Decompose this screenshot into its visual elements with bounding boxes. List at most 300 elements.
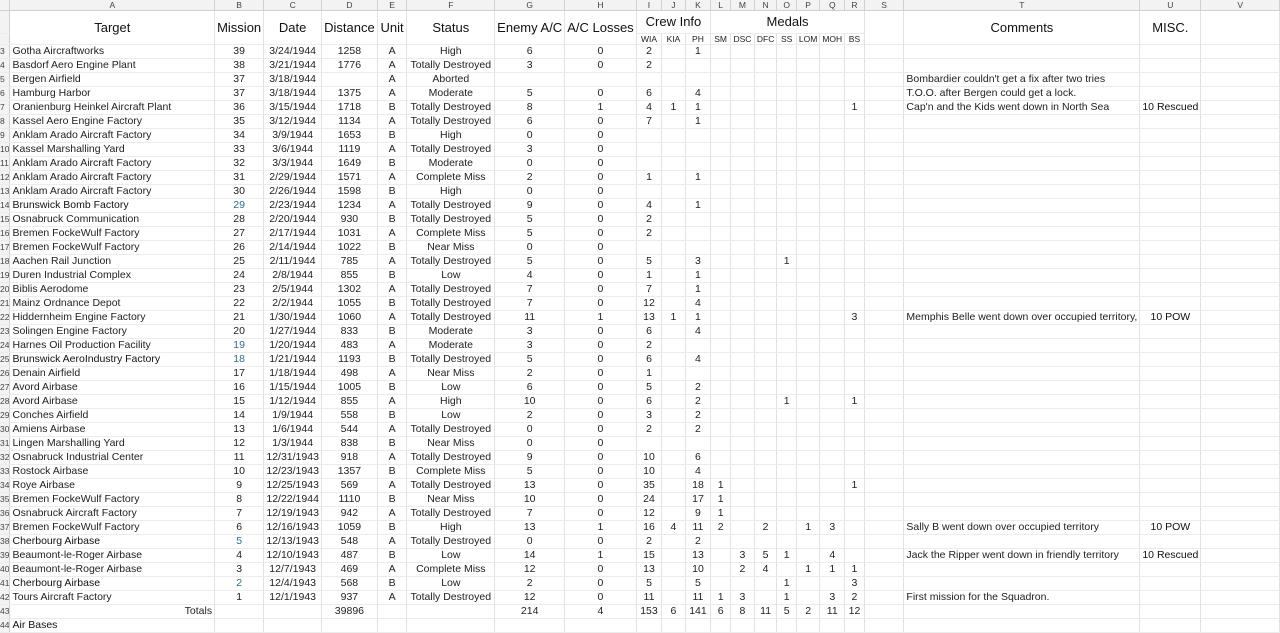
header-ph[interactable]: PH: [685, 34, 711, 45]
cell-dsc[interactable]: 3: [730, 591, 754, 605]
cell-bs[interactable]: [845, 535, 865, 549]
cell-bs[interactable]: [845, 507, 865, 521]
cell-bs[interactable]: [845, 423, 865, 437]
cell-empty[interactable]: [377, 619, 407, 633]
cell-v[interactable]: [1201, 255, 1280, 269]
cell-sm[interactable]: [711, 339, 731, 353]
cell-dfc[interactable]: 2: [754, 521, 776, 535]
cell-lom[interactable]: [796, 465, 819, 479]
cell-lom[interactable]: [796, 115, 819, 129]
cell-status[interactable]: Moderate: [407, 87, 495, 101]
cell-enemy-ac[interactable]: 0: [495, 437, 565, 451]
cell-distance[interactable]: 937: [322, 591, 378, 605]
cell-mission[interactable]: 21: [215, 311, 264, 325]
cell-dfc[interactable]: [754, 507, 776, 521]
cell-unit[interactable]: A: [377, 227, 407, 241]
cell-s[interactable]: [864, 465, 904, 479]
cell-ac-losses[interactable]: 0: [565, 157, 636, 171]
cell-enemy-ac[interactable]: 0: [495, 535, 565, 549]
cell-ac-losses[interactable]: 0: [565, 367, 636, 381]
cell-ss[interactable]: 1: [777, 577, 797, 591]
cell-mission[interactable]: 16: [215, 381, 264, 395]
cell-dsc[interactable]: [730, 227, 754, 241]
cell-distance[interactable]: 855: [322, 395, 378, 409]
cell-status[interactable]: Totally Destroyed: [407, 591, 495, 605]
header-enemy-ac[interactable]: Enemy A/C: [495, 11, 565, 45]
cell-lom[interactable]: [796, 87, 819, 101]
cell-date[interactable]: 1/21/1944: [264, 353, 322, 367]
cell-date[interactable]: 2/14/1944: [264, 241, 322, 255]
cell-sm[interactable]: [711, 171, 731, 185]
cell-date[interactable]: 12/19/1943: [264, 507, 322, 521]
cell-misc[interactable]: [1140, 213, 1201, 227]
cell-sm[interactable]: 1: [711, 591, 731, 605]
totals-ss[interactable]: 5: [777, 605, 797, 619]
cell-unit[interactable]: A: [377, 395, 407, 409]
cell-moh[interactable]: [820, 87, 845, 101]
column-header-c[interactable]: C: [264, 0, 322, 11]
header-status[interactable]: Status: [407, 11, 495, 45]
cell-ac-losses[interactable]: 0: [565, 227, 636, 241]
cell-dfc[interactable]: [754, 423, 776, 437]
cell-ss[interactable]: [777, 199, 797, 213]
cell-wia[interactable]: [636, 143, 662, 157]
cell-date[interactable]: 3/21/1944: [264, 59, 322, 73]
cell-distance[interactable]: 1571: [322, 171, 378, 185]
cell-bs[interactable]: [845, 115, 865, 129]
cell-dsc[interactable]: [730, 143, 754, 157]
cell-distance[interactable]: 1059: [322, 521, 378, 535]
cell-enemy-ac[interactable]: 3: [495, 143, 565, 157]
cell-target[interactable]: Hamburg Harbor: [10, 87, 215, 101]
cell-moh[interactable]: [820, 143, 845, 157]
cell-bs[interactable]: [845, 59, 865, 73]
cell-mission[interactable]: 34: [215, 129, 264, 143]
cell-date[interactable]: 2/8/1944: [264, 269, 322, 283]
cell-s[interactable]: [864, 423, 904, 437]
cell-enemy-ac[interactable]: 5: [495, 465, 565, 479]
cell-misc[interactable]: [1140, 339, 1201, 353]
cell-ss[interactable]: 1: [777, 549, 797, 563]
cell-ss[interactable]: [777, 325, 797, 339]
cell-unit[interactable]: A: [377, 283, 407, 297]
cell-ph[interactable]: [685, 59, 711, 73]
cell-distance[interactable]: 855: [322, 269, 378, 283]
cell-distance[interactable]: 1649: [322, 157, 378, 171]
cell-s[interactable]: [864, 507, 904, 521]
cell-dsc[interactable]: [730, 101, 754, 115]
cell-status[interactable]: Low: [407, 381, 495, 395]
cell-comments[interactable]: Jack the Ripper went down in friendly territory: [904, 549, 1140, 563]
cell-lom[interactable]: 1: [796, 521, 819, 535]
cell-enemy-ac[interactable]: 5: [495, 353, 565, 367]
cell-unit[interactable]: B: [377, 213, 407, 227]
cell-enemy-ac[interactable]: 5: [495, 87, 565, 101]
cell-enemy-ac[interactable]: 0: [495, 185, 565, 199]
cell-unit[interactable]: B: [377, 409, 407, 423]
cell-moh[interactable]: [820, 339, 845, 353]
cell-misc[interactable]: 10 POW: [1140, 311, 1201, 325]
cell-bs[interactable]: [845, 143, 865, 157]
cell-dfc[interactable]: [754, 353, 776, 367]
cell-date[interactable]: 1/6/1944: [264, 423, 322, 437]
cell-ac-losses[interactable]: 0: [565, 465, 636, 479]
cell-sm[interactable]: [711, 129, 731, 143]
air-bases-label[interactable]: Air Bases: [10, 619, 215, 633]
cell-ph[interactable]: 3: [685, 255, 711, 269]
cell-ac-losses[interactable]: 0: [565, 451, 636, 465]
cell-wia[interactable]: 2: [636, 59, 662, 73]
cell-mission[interactable]: 11: [215, 451, 264, 465]
cell-bs[interactable]: [845, 185, 865, 199]
cell-dfc[interactable]: [754, 45, 776, 59]
cell-misc[interactable]: [1140, 73, 1201, 87]
cell-distance[interactable]: 1119: [322, 143, 378, 157]
row-number[interactable]: 14: [0, 199, 10, 213]
cell-moh[interactable]: [820, 227, 845, 241]
cell-target[interactable]: Gotha Aircraftworks: [10, 45, 215, 59]
cell-date[interactable]: 12/16/1943: [264, 521, 322, 535]
cell-sm[interactable]: 1: [711, 479, 731, 493]
cell-mission[interactable]: 5: [215, 535, 264, 549]
cell-v[interactable]: [1201, 297, 1280, 311]
cell-target[interactable]: Duren Industrial Complex: [10, 269, 215, 283]
column-header-t[interactable]: T: [904, 0, 1140, 11]
cell-bs[interactable]: [845, 339, 865, 353]
row-number[interactable]: 41: [0, 577, 10, 591]
cell-unit[interactable]: A: [377, 59, 407, 73]
cell-enemy-ac[interactable]: 3: [495, 339, 565, 353]
cell-moh[interactable]: [820, 493, 845, 507]
cell-enemy-ac[interactable]: 9: [495, 199, 565, 213]
cell-dsc[interactable]: [730, 171, 754, 185]
cell-date[interactable]: 3/24/1944: [264, 45, 322, 59]
cell-wia[interactable]: 11: [636, 591, 662, 605]
cell-ph[interactable]: [685, 227, 711, 241]
cell-s[interactable]: [864, 115, 904, 129]
cell-enemy-ac[interactable]: 8: [495, 101, 565, 115]
cell-kia[interactable]: [662, 283, 685, 297]
cell-target[interactable]: Beaumont-le-Roger Airbase: [10, 549, 215, 563]
cell-unit[interactable]: B: [377, 101, 407, 115]
cell-kia[interactable]: [662, 129, 685, 143]
cell-v[interactable]: [1201, 59, 1280, 73]
cell-wia[interactable]: 24: [636, 493, 662, 507]
cell-target[interactable]: Beaumont-le-Roger Airbase: [10, 563, 215, 577]
cell-misc[interactable]: [1140, 241, 1201, 255]
cell-misc[interactable]: [1140, 325, 1201, 339]
cell-misc[interactable]: [1140, 171, 1201, 185]
cell-ph[interactable]: [685, 437, 711, 451]
cell-target[interactable]: Aachen Rail Junction: [10, 255, 215, 269]
cell-ph[interactable]: [685, 339, 711, 353]
cell-misc[interactable]: [1140, 353, 1201, 367]
cell-target[interactable]: Anklam Arado Aircraft Factory: [10, 185, 215, 199]
cell-s[interactable]: [864, 73, 904, 87]
cell-dfc[interactable]: [754, 87, 776, 101]
cell-dsc[interactable]: [730, 157, 754, 171]
cell-empty[interactable]: [565, 619, 636, 633]
cell-moh[interactable]: [820, 171, 845, 185]
header-lom[interactable]: LOM: [796, 34, 819, 45]
cell-ph[interactable]: 1: [685, 199, 711, 213]
cell-mission[interactable]: 37: [215, 87, 264, 101]
cell-ac-losses[interactable]: 0: [565, 59, 636, 73]
cell-unit[interactable]: B: [377, 129, 407, 143]
cell-bs[interactable]: 1: [845, 563, 865, 577]
cell-ph[interactable]: 1: [685, 283, 711, 297]
column-header-d[interactable]: D: [322, 0, 378, 11]
cell-ph[interactable]: 2: [685, 395, 711, 409]
totals-ac-losses[interactable]: 4: [565, 605, 636, 619]
cell-bs[interactable]: [845, 87, 865, 101]
cell-mission[interactable]: 32: [215, 157, 264, 171]
cell-misc[interactable]: [1140, 563, 1201, 577]
cell-status[interactable]: Near Miss: [407, 241, 495, 255]
cell-ac-losses[interactable]: 0: [565, 87, 636, 101]
column-header-i[interactable]: I: [636, 0, 662, 11]
cell-ph[interactable]: 2: [685, 423, 711, 437]
cell-distance[interactable]: 785: [322, 255, 378, 269]
cell-sm[interactable]: [711, 213, 731, 227]
cell-wia[interactable]: [636, 73, 662, 87]
cell-distance[interactable]: 942: [322, 507, 378, 521]
totals-lom[interactable]: 2: [796, 605, 819, 619]
cell-empty[interactable]: [904, 619, 1140, 633]
cell-enemy-ac[interactable]: 2: [495, 171, 565, 185]
cell-unit[interactable]: B: [377, 465, 407, 479]
header-ss[interactable]: SS: [777, 34, 797, 45]
cell-moh[interactable]: [820, 353, 845, 367]
cell-target[interactable]: Brunswick AeroIndustry Factory: [10, 353, 215, 367]
cell-kia[interactable]: [662, 73, 685, 87]
row-number[interactable]: 6: [0, 87, 10, 101]
cell-dfc[interactable]: [754, 185, 776, 199]
cell-moh[interactable]: [820, 381, 845, 395]
row-number[interactable]: 42: [0, 591, 10, 605]
cell-ss[interactable]: [777, 507, 797, 521]
cell-comments[interactable]: [904, 157, 1140, 171]
cell-enemy-ac[interactable]: 10: [495, 395, 565, 409]
cell-misc[interactable]: [1140, 269, 1201, 283]
column-header-s[interactable]: S: [864, 0, 904, 11]
cell-dsc[interactable]: 3: [730, 549, 754, 563]
cell-lom[interactable]: [796, 185, 819, 199]
cell-target[interactable]: Cherbourg Airbase: [10, 577, 215, 591]
cell-bs[interactable]: [845, 297, 865, 311]
cell-comments[interactable]: [904, 479, 1140, 493]
cell-s[interactable]: [864, 535, 904, 549]
cell-ph[interactable]: [685, 157, 711, 171]
cell-moh[interactable]: [820, 45, 845, 59]
cell-ss[interactable]: [777, 493, 797, 507]
cell-date[interactable]: 12/31/1943: [264, 451, 322, 465]
cell-bs[interactable]: 1: [845, 101, 865, 115]
cell-distance[interactable]: 483: [322, 339, 378, 353]
cell-distance[interactable]: 1110: [322, 493, 378, 507]
cell-moh[interactable]: [820, 395, 845, 409]
header-date[interactable]: Date: [264, 11, 322, 45]
cell-lom[interactable]: [796, 577, 819, 591]
header-dsc[interactable]: DSC: [730, 34, 754, 45]
cell-status[interactable]: [407, 605, 495, 619]
cell-misc[interactable]: [1140, 185, 1201, 199]
cell-comments[interactable]: [904, 465, 1140, 479]
cell-ss[interactable]: [777, 521, 797, 535]
column-header-f[interactable]: F: [407, 0, 495, 11]
cell-dfc[interactable]: [754, 437, 776, 451]
cell-sm[interactable]: [711, 535, 731, 549]
cell-wia[interactable]: [636, 241, 662, 255]
cell-comments[interactable]: [904, 437, 1140, 451]
cell-ac-losses[interactable]: 0: [565, 45, 636, 59]
cell-dfc[interactable]: [754, 479, 776, 493]
cell-kia[interactable]: [662, 45, 685, 59]
cell-comments[interactable]: [904, 395, 1140, 409]
cell-misc[interactable]: [1140, 479, 1201, 493]
cell-v[interactable]: [1201, 115, 1280, 129]
cell-s[interactable]: [864, 129, 904, 143]
cell-v[interactable]: [1201, 451, 1280, 465]
cell-mission[interactable]: 18: [215, 353, 264, 367]
cell-unit[interactable]: B: [377, 269, 407, 283]
cell-misc[interactable]: [1140, 143, 1201, 157]
cell-dfc[interactable]: [754, 395, 776, 409]
cell-unit[interactable]: A: [377, 73, 407, 87]
cell-target[interactable]: Harnes Oil Production Facility: [10, 339, 215, 353]
row-number[interactable]: 15: [0, 213, 10, 227]
cell-target[interactable]: Bremen FockeWulf Factory: [10, 493, 215, 507]
cell-mission[interactable]: 39: [215, 45, 264, 59]
cell-unit[interactable]: B: [377, 241, 407, 255]
cell-status[interactable]: High: [407, 185, 495, 199]
cell-comments[interactable]: [904, 339, 1140, 353]
cell-unit[interactable]: A: [377, 255, 407, 269]
cell-moh[interactable]: [820, 409, 845, 423]
cell-enemy-ac[interactable]: 5: [495, 213, 565, 227]
select-all-corner[interactable]: [0, 0, 10, 11]
cell-sm[interactable]: [711, 367, 731, 381]
cell-distance[interactable]: 1060: [322, 311, 378, 325]
cell-dfc[interactable]: [754, 409, 776, 423]
cell-v[interactable]: [1201, 367, 1280, 381]
cell-kia[interactable]: [662, 143, 685, 157]
cell-status[interactable]: Totally Destroyed: [407, 59, 495, 73]
cell-kia[interactable]: [662, 577, 685, 591]
cell-lom[interactable]: [796, 73, 819, 87]
row-number[interactable]: 20: [0, 283, 10, 297]
cell-target[interactable]: Conches Airfield: [10, 409, 215, 423]
cell-mission[interactable]: 37: [215, 73, 264, 87]
cell-s[interactable]: [864, 325, 904, 339]
row-number[interactable]: 10: [0, 143, 10, 157]
cell-date[interactable]: 1/18/1944: [264, 367, 322, 381]
cell-s[interactable]: [864, 269, 904, 283]
cell-kia[interactable]: [662, 213, 685, 227]
cell-s[interactable]: [864, 241, 904, 255]
cell-status[interactable]: Near Miss: [407, 493, 495, 507]
cell-target[interactable]: Anklam Arado Aircraft Factory: [10, 171, 215, 185]
cell-wia[interactable]: 13: [636, 311, 662, 325]
cell-enemy-ac[interactable]: 0: [495, 157, 565, 171]
cell-lom[interactable]: [796, 269, 819, 283]
cell-s[interactable]: [864, 577, 904, 591]
cell-mission[interactable]: 38: [215, 59, 264, 73]
header-medals[interactable]: Medals: [711, 11, 865, 34]
cell-enemy-ac[interactable]: 12: [495, 563, 565, 577]
totals-sm[interactable]: 6: [711, 605, 731, 619]
cell-mission[interactable]: 30: [215, 185, 264, 199]
cell-wia[interactable]: 2: [636, 45, 662, 59]
cell-dsc[interactable]: [730, 73, 754, 87]
cell-misc[interactable]: [1140, 87, 1201, 101]
cell-bs[interactable]: [845, 451, 865, 465]
cell-sm[interactable]: [711, 297, 731, 311]
cell-v[interactable]: [1201, 339, 1280, 353]
cell-status[interactable]: High: [407, 395, 495, 409]
cell-moh[interactable]: [820, 507, 845, 521]
cell-kia[interactable]: [662, 87, 685, 101]
cell-mission[interactable]: 23: [215, 283, 264, 297]
cell-date[interactable]: 12/22/1944: [264, 493, 322, 507]
cell-bs[interactable]: [845, 353, 865, 367]
cell-mission[interactable]: 3: [215, 563, 264, 577]
cell-ss[interactable]: [777, 171, 797, 185]
cell-ac-losses[interactable]: 0: [565, 591, 636, 605]
header-ac-losses[interactable]: A/C Losses: [565, 11, 636, 45]
cell-mission[interactable]: 24: [215, 269, 264, 283]
cell-dsc[interactable]: [730, 129, 754, 143]
cell-misc[interactable]: [1140, 381, 1201, 395]
totals-enemy-ac[interactable]: 214: [495, 605, 565, 619]
cell-comments[interactable]: [904, 59, 1140, 73]
cell-dsc[interactable]: [730, 199, 754, 213]
cell-empty[interactable]: [495, 619, 565, 633]
cell-target[interactable]: Osnabruck Industrial Center: [10, 451, 215, 465]
cell-lom[interactable]: [796, 451, 819, 465]
cell-kia[interactable]: [662, 227, 685, 241]
cell-v[interactable]: [1201, 493, 1280, 507]
cell-v[interactable]: [1201, 325, 1280, 339]
cell-empty[interactable]: [777, 619, 797, 633]
cell-wia[interactable]: 6: [636, 353, 662, 367]
cell-v[interactable]: [1201, 157, 1280, 171]
row-number[interactable]: 34: [0, 479, 10, 493]
cell-unit[interactable]: A: [377, 199, 407, 213]
cell-dsc[interactable]: [730, 87, 754, 101]
cell-dfc[interactable]: [754, 269, 776, 283]
cell-status[interactable]: Complete Miss: [407, 465, 495, 479]
cell-target[interactable]: Bremen FockeWulf Factory: [10, 227, 215, 241]
cell-s[interactable]: [864, 395, 904, 409]
cell-ac-losses[interactable]: 0: [565, 171, 636, 185]
cell-misc[interactable]: [1140, 157, 1201, 171]
cell-misc[interactable]: [1140, 465, 1201, 479]
cell-date[interactable]: 3/6/1944: [264, 143, 322, 157]
cell-dsc[interactable]: [730, 437, 754, 451]
cell-ph[interactable]: 10: [685, 563, 711, 577]
cell-enemy-ac[interactable]: 7: [495, 507, 565, 521]
cell-ss[interactable]: [777, 367, 797, 381]
totals-wia[interactable]: 153: [636, 605, 662, 619]
cell-dsc[interactable]: [730, 115, 754, 129]
cell-bs[interactable]: [845, 199, 865, 213]
cell-distance[interactable]: 1193: [322, 353, 378, 367]
cell-enemy-ac[interactable]: 0: [495, 241, 565, 255]
cell-moh[interactable]: [820, 325, 845, 339]
row-number[interactable]: 12: [0, 171, 10, 185]
cell-empty[interactable]: [322, 619, 378, 633]
